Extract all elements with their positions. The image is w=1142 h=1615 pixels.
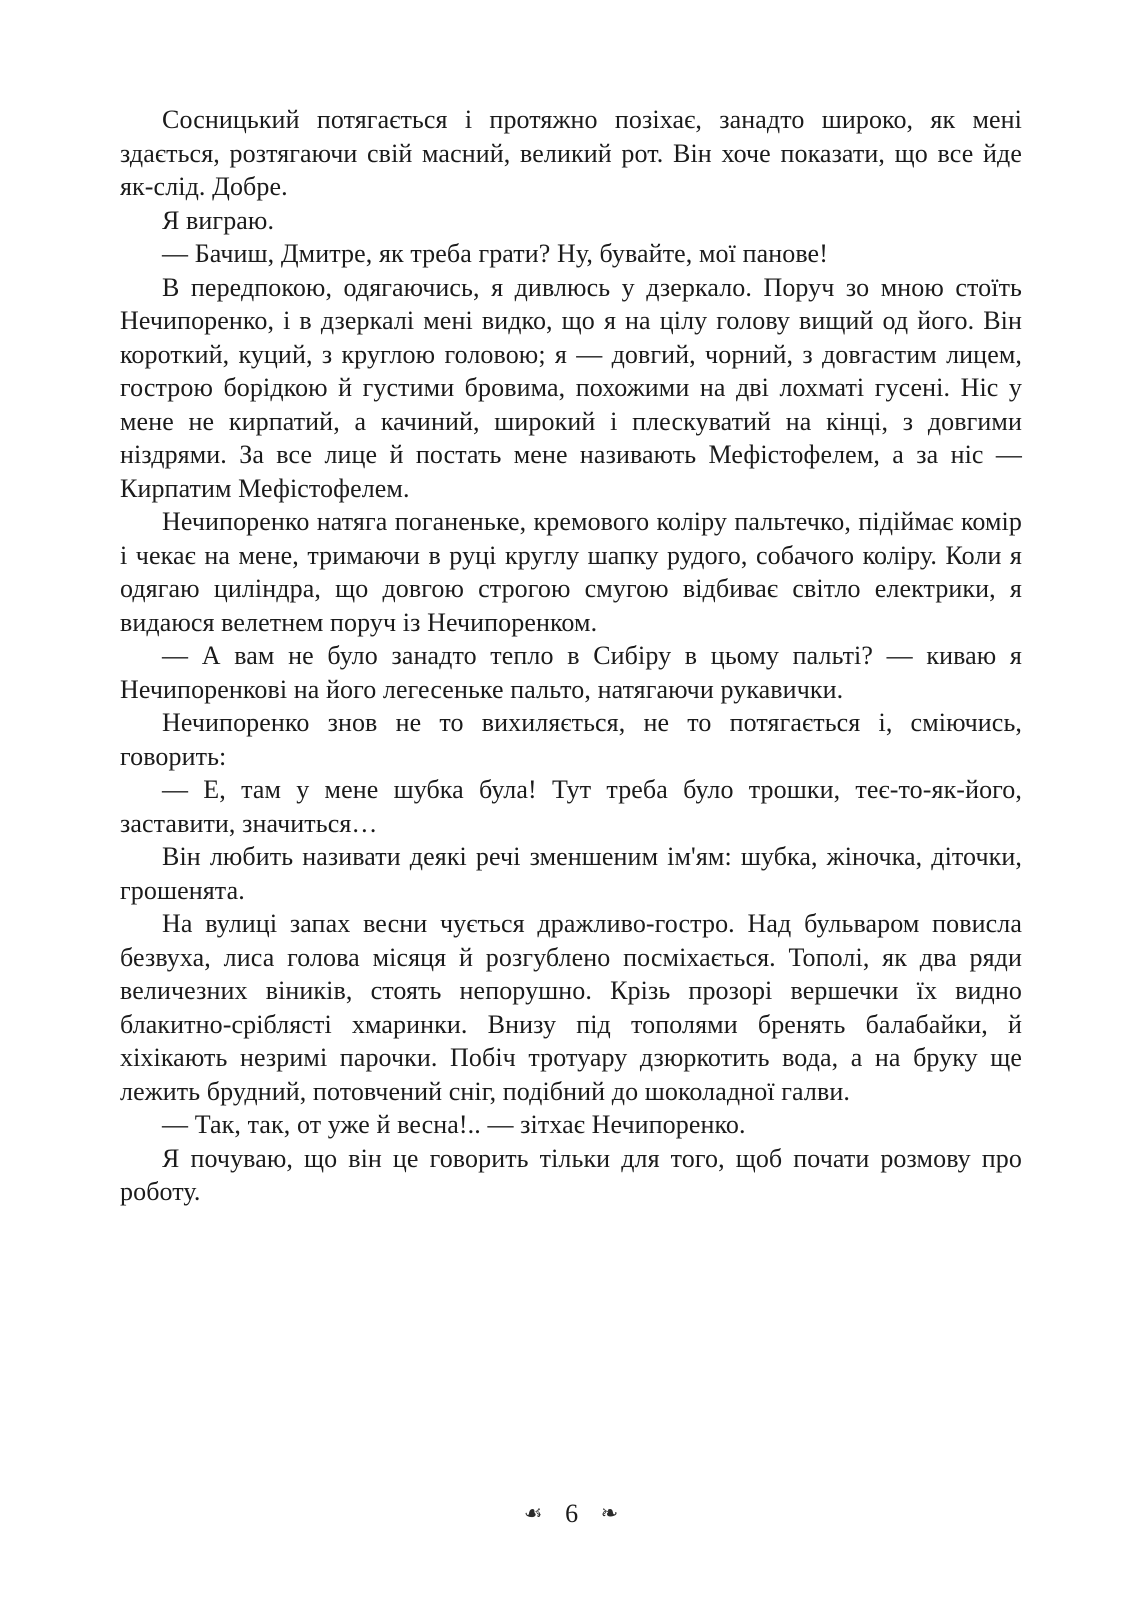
paragraph: Нечипоренко натяга поганеньке, кремового коліру пальтечко, підіймає комір і чекає на мене, тримаючи в руці круглу шапку рудого, собачого коліру. Коли я одягаю циліндра, що довгою строгою смугою відбиває світло електрики, я видаюся велетнем поруч із Нечипоренком. xyxy=(120,507,1022,637)
page-number: 6 xyxy=(565,1499,579,1528)
fleuron-right-icon: ❧ xyxy=(600,1501,619,1525)
page-footer xyxy=(0,1499,1142,1529)
paragraph: — Бачиш, Дмитре, як треба грати? Ну, бувайте, мої панове! xyxy=(162,239,828,268)
paragraph: Я почуваю, що він це говорить тільки для того, щоб почати розмову про роботу. xyxy=(120,1143,1022,1206)
paragraph: На вулиці запах весни чується дражливо-гостро. Над бульваром повисла безвуха, лиса голова місяця й розгублено посміхається. Тополі, як два ряди величезних віників, стоять непорушно. Крізь прозорі вершечки їх видно блакитно-сріблясті хмаринки. Внизу під тополями бренять балабайки, й хіхікають незримі парочки. Побіч тротуару дзюркотить вода, а на бруку ще лежить брудний, потовчений сніг, подібний до шоколадної галви. xyxy=(120,909,1022,1106)
paragraph: — Е, там у мене шубка була! Тут треба було трошки, теє-то-як-його, заставити, значиться… xyxy=(120,775,1022,838)
fleuron-left-icon: ☙ xyxy=(523,1501,543,1525)
paragraph: Я виграю. xyxy=(162,205,275,235)
paragraph: В передпокою, одягаючись, я дивлюсь у дзеркало. Поруч зо мною стоїть Нечипоренко, і в дзеркалі мені видко, що я на цілу голову вищий од його. Він короткий, куций, з круглою головою; я — довгий, чорний, з довгастим лицем, гострою борідкою й густими бровима, похожими на дві лохматі гусені. Ніс у мене не кирпатий, а качиний, широкий і плескуватий на кінці, з довгими ніздрями. За все лице й постать мене називають Мефістофелем, а за ніс — Кирпатим Мефістофелем. xyxy=(120,272,1022,503)
paragraph: — Так, так, от уже й весна!.. — зітхає Нечипоренко. xyxy=(162,1110,746,1139)
paragraph: Сосницький потягається і протяжно позіхає, занадто широко, як мені здається, розтягаючи свій масний, великий рот. Він хоче показати, що все йде як-слід. Добре. xyxy=(120,105,1022,201)
paragraph: Нечипоренко знов не то вихиляється, не то потягається і, сміючись, говорить: xyxy=(120,708,1022,771)
paragraph: Він любить називати деякі речі зменшеним ім'ям: шубка, жіночка, діточки, грошенята. xyxy=(120,842,1022,905)
paragraph: — А вам не було занадто тепло в Сибіру в цьому пальті? — киваю я Нечипоренкові на його легесеньке пальто, натягаючи рукавички. xyxy=(120,641,1022,704)
text-block xyxy=(120,103,1022,1209)
